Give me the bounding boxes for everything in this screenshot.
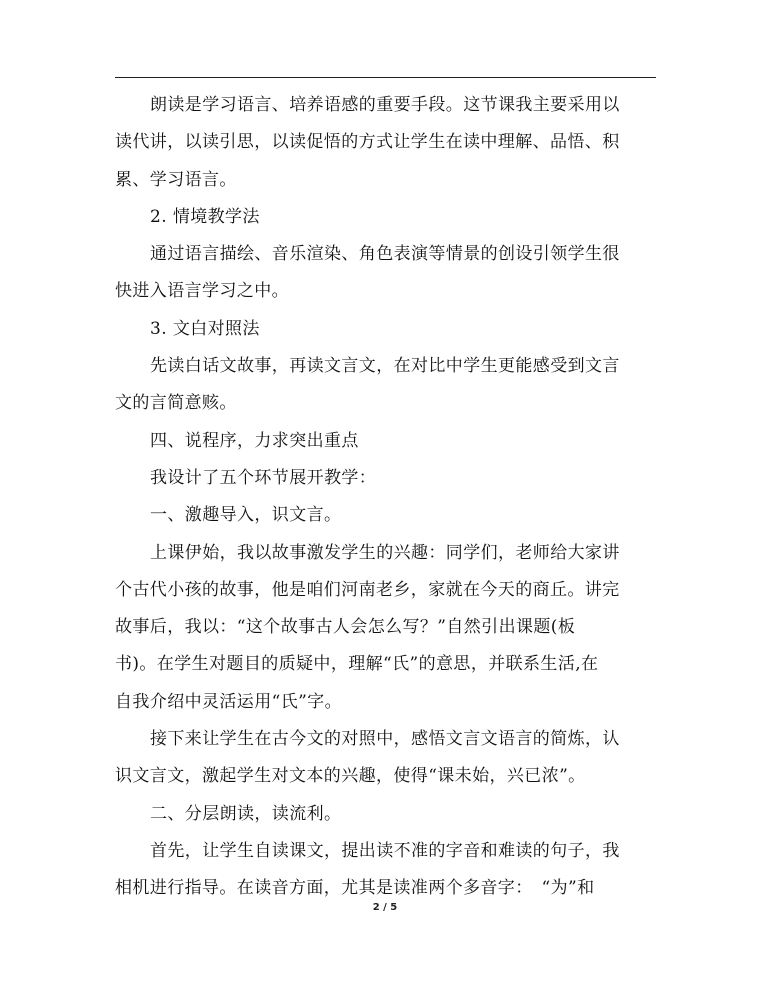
section-heading: 二、分层朗读，读流利。: [150, 803, 342, 824]
text-line: 故事后，我以：“这个故事古人会怎么写？”自然引出课题(板: [115, 617, 576, 638]
text-line: 相机进行指导。在读音方面，尤其是读准两个多音字： “为”和: [115, 878, 595, 899]
text-line: 首先，让学生自读课文，提出读不准的字音和难读的句子，我: [150, 840, 620, 861]
page-number: 2 / 5: [372, 902, 398, 913]
section-heading: 2. 情境教学法: [150, 206, 260, 227]
header-rule: [115, 77, 656, 78]
text-line: 接下来让学生在古今文的对照中，感悟文言文语言的简炼，认: [150, 729, 620, 750]
section-heading: 四、说程序，力求突出重点: [150, 430, 359, 451]
text-line: 快进入语言学习之中。: [115, 281, 289, 302]
text-line: 累、学习语言。: [115, 169, 237, 190]
text-line: 文的言简意赅。: [115, 393, 237, 414]
text-line: 通过语言描绘、音乐渲染、角色表演等情景的创设引领学生很: [150, 244, 620, 265]
section-heading: 3. 文白对照法: [150, 318, 260, 339]
body-text: [115, 87, 660, 908]
text-line: 上课伊始，我以故事激发学生的兴趣：同学们，老师给大家讲: [150, 542, 620, 563]
text-line: 个古代小孩的故事，他是咱们河南老乡，家就在今天的商丘。讲完: [115, 579, 620, 600]
text-line: 自我介绍中灵活运用“氏”字。: [115, 691, 342, 712]
text-line: 我设计了五个环节展开教学：: [150, 467, 377, 488]
text-line: 先读白话文故事，再读文言文，在对比中学生更能感受到文言: [150, 356, 620, 377]
text-line: 读代讲，以读引思，以读促悟的方式让学生在读中理解、品悟、积: [115, 132, 620, 153]
text-line: 识文言文，激起学生对文本的兴趣，使得“课未始，兴已浓”。: [115, 766, 586, 787]
section-heading: 一、激趣导入，识文言。: [150, 505, 342, 526]
text-line: 朗读是学习语言、培养语感的重要手段。这节课我主要采用以: [150, 95, 620, 115]
text-line: 书)。在学生对题目的质疑中，理解“氏”的意思，并联系生活,在: [115, 654, 599, 675]
